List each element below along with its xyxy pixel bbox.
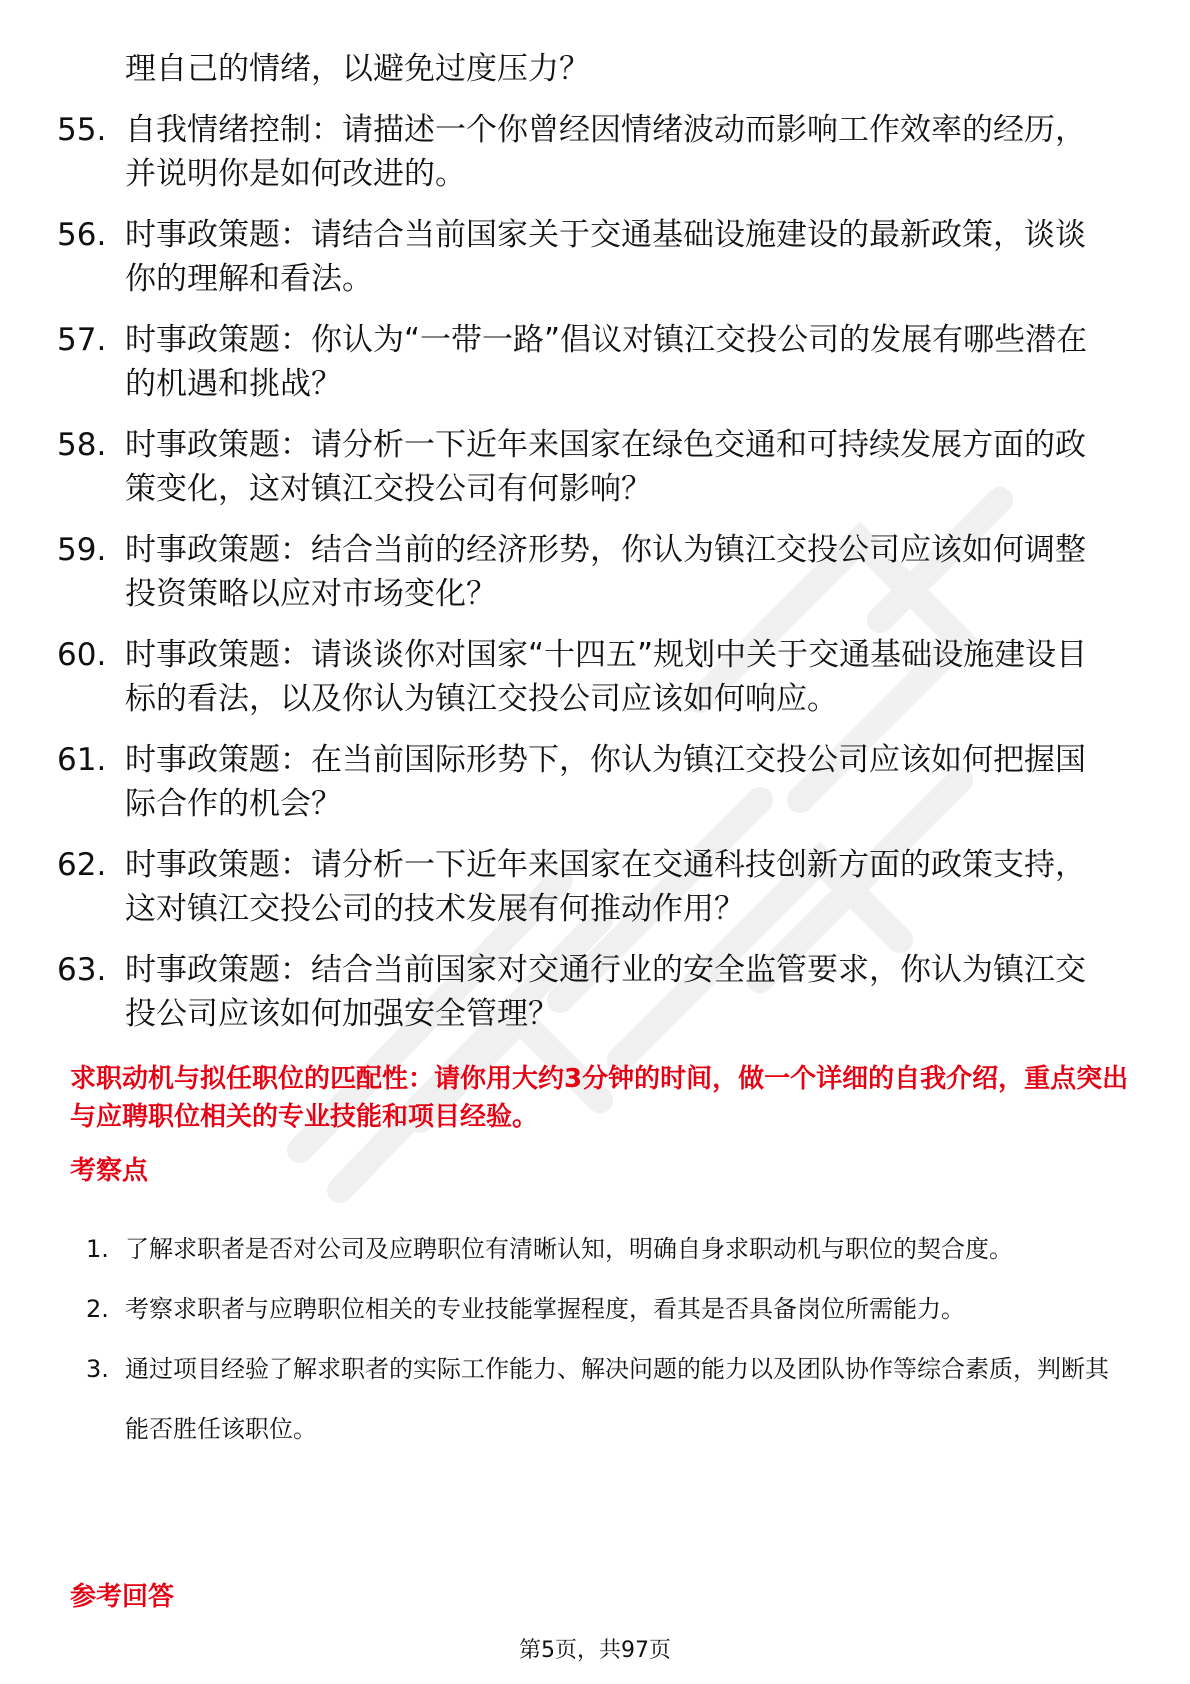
question-number: 57. <box>57 322 107 358</box>
question-text: 时事政策题：结合当前国家对交通行业的安全监管要求，你认为镇江交投公司应该如何加强安全管理？ <box>125 952 1086 1032</box>
exam-point-number: 2. <box>86 1295 109 1323</box>
question-number: 60. <box>57 637 107 673</box>
question-item <box>0 47 1190 91</box>
exam-point-item <box>0 1279 1190 1339</box>
question-item <box>0 948 1190 1036</box>
question-text: 自我情绪控制：请描述一个你曾经因情绪波动而影响工作效率的经历，并说明你是如何改进的。 <box>125 112 1086 192</box>
question-item <box>0 528 1190 616</box>
question-number: 58. <box>57 427 107 463</box>
question-number: 55. <box>57 112 107 148</box>
exam-point-number: 1. <box>86 1235 109 1263</box>
reference-answer-label: 参考回答 <box>70 1582 175 1612</box>
question-item <box>0 738 1190 826</box>
question-text: 时事政策题：你认为“一带一路”倡议对镇江交投公司的发展有哪些潜在的机遇和挑战？ <box>125 322 1088 402</box>
section-heading: 求职动机与拟任职位的匹配性：请你用大约3分钟的时间，做一个详细的自我介绍，重点突出与应聘职位相关的专业技能和项目经验。 <box>70 1064 1129 1132</box>
question-list <box>0 47 1190 1053</box>
question-item <box>0 108 1190 196</box>
question-number: 56. <box>57 217 107 253</box>
question-text: 时事政策题：在当前国际形势下，你认为镇江交投公司应该如何把握国际合作的机会？ <box>125 742 1086 822</box>
question-text: 理自己的情绪，以避免过度压力？ <box>125 51 590 87</box>
question-item <box>0 213 1190 301</box>
exam-point-item <box>0 1339 1190 1459</box>
exam-point-item <box>0 1219 1190 1279</box>
exam-point-text: 考察求职者与应聘职位相关的专业技能掌握程度，看其是否具备岗位所需能力。 <box>125 1295 965 1323</box>
question-item <box>0 423 1190 511</box>
exam-points-label: 考察点 <box>70 1156 149 1186</box>
exam-points-list <box>0 1219 1190 1459</box>
question-number: 63. <box>57 952 107 988</box>
question-text: 时事政策题：请谈谈你对国家“十四五”规划中关于交通基础设施建设目标的看法，以及你认为镇江交投公司应该如何响应。 <box>125 637 1088 717</box>
exam-point-text: 通过项目经验了解求职者的实际工作能力、解决问题的能力以及团队协作等综合素质，判断其能否胜任该职位。 <box>125 1355 1109 1443</box>
exam-point-text: 了解求职者是否对公司及应聘职位有清晰认知，明确自身求职动机与职位的契合度。 <box>125 1235 1013 1263</box>
exam-point-number: 3. <box>86 1355 109 1383</box>
question-item <box>0 633 1190 721</box>
question-text: 时事政策题：结合当前的经济形势，你认为镇江交投公司应该如何调整投资策略以应对市场变化？ <box>125 532 1086 612</box>
question-item <box>0 843 1190 931</box>
question-text: 时事政策题：请分析一下近年来国家在绿色交通和可持续发展方面的政策变化，这对镇江交投公司有何影响？ <box>125 427 1086 507</box>
question-number: 59. <box>57 532 107 568</box>
page-footer: 第5页，共97页 <box>519 1638 671 1663</box>
question-text: 时事政策题：请结合当前国家关于交通基础设施建设的最新政策，谈谈你的理解和看法。 <box>125 217 1086 297</box>
question-item <box>0 318 1190 406</box>
question-number: 61. <box>57 742 107 778</box>
question-text: 时事政策题：请分析一下近年来国家在交通科技创新方面的政策支持，这对镇江交投公司的技术发展有何推动作用？ <box>125 847 1086 927</box>
question-number: 62. <box>57 847 107 883</box>
